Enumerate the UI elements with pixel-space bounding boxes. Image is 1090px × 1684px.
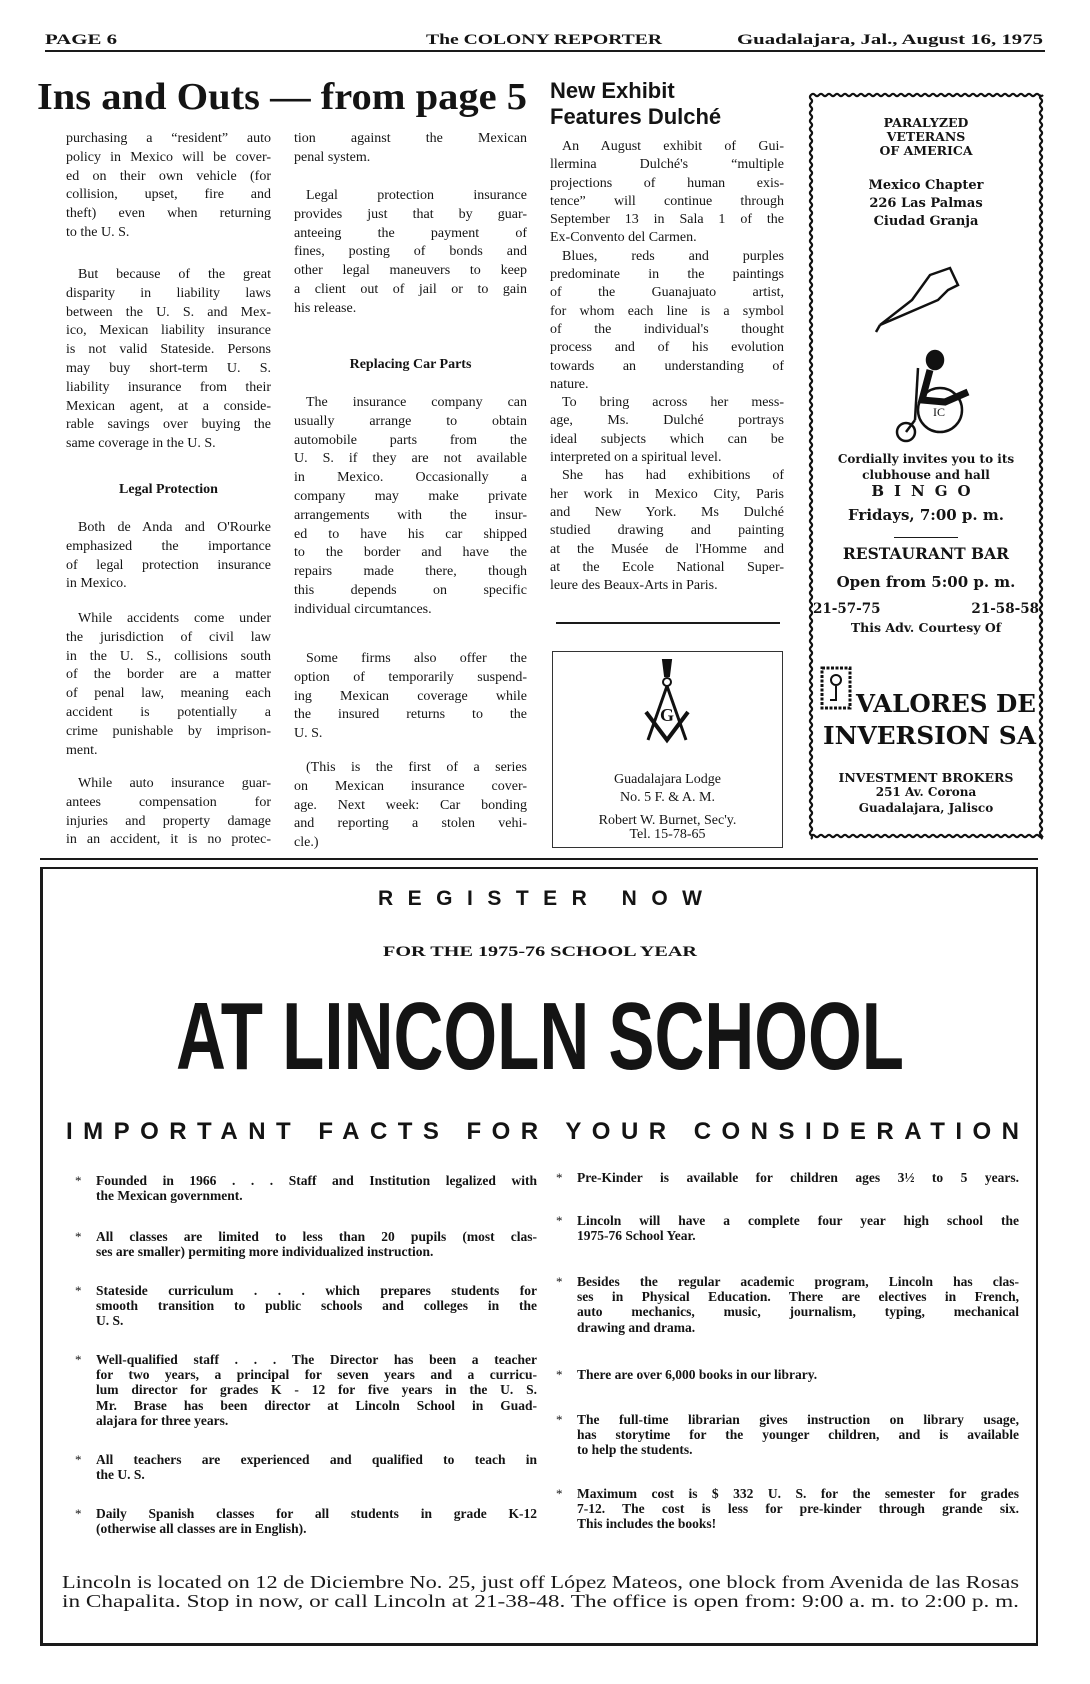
text-line: Daily Spanish classes for all students in grade K-12	[96, 1506, 537, 1521]
text-line: and New York. Ms Dulché	[550, 504, 784, 520]
asterisk-bullet-icon: *	[75, 1229, 82, 1244]
text-line: U. S.	[294, 726, 323, 742]
broker-address: 251 Av. Corona	[875, 785, 977, 799]
text-line: Mr. Brase has been director at Lincoln School in Guad-	[96, 1397, 537, 1413]
article-headline: Ins and Outs — from page 5	[37, 76, 527, 118]
lodge-secretary: Robert W. Burnet, Sec'y.	[598, 813, 737, 828]
asterisk-bullet-icon: *	[556, 1213, 563, 1228]
newspaper-name: The COLONY REPORTER	[426, 32, 663, 48]
paragraph	[294, 187, 527, 319]
fact-item	[556, 1274, 1019, 1335]
text-line: in Mexico. Occasionally a	[294, 470, 527, 486]
fact-item	[75, 1452, 537, 1483]
text-line: in an accident, it is no protec-	[66, 832, 271, 848]
text-line: alajara for three years.	[96, 1412, 229, 1428]
restaurant-label: RESTAURANT BAR	[842, 544, 1010, 563]
text-line: automobile parts from the	[294, 432, 527, 448]
facts-heading: IMPORTANT FACTS FOR YOUR CONSIDERATION	[66, 1118, 1019, 1145]
masonic-lodge-ad	[552, 651, 783, 848]
broker-title: INVESTMENT BROKERS	[838, 770, 1014, 785]
text-line: process and of his evolution	[550, 340, 784, 356]
text-line: tion against the Mexican	[294, 131, 527, 146]
paragraph	[550, 467, 784, 595]
text-line: liability insurance from their	[66, 379, 271, 395]
text-line: in Mexico.	[66, 576, 127, 592]
text-line: arrangements with the insur-	[294, 507, 527, 523]
text-line: ideal subjects which can be	[550, 431, 784, 447]
lodge-phone: Tel. 15-78-65	[629, 827, 706, 842]
text-line: This includes the books!	[577, 1516, 717, 1532]
text-line: penal system.	[294, 149, 371, 165]
text-line: An August exhibit of Gui-	[562, 139, 784, 154]
text-line: same coverage in the U. S.	[66, 436, 216, 452]
paragraph	[294, 759, 527, 853]
asterisk-bullet-icon: *	[556, 1170, 563, 1185]
lodge-number: No. 5 F. & A. M.	[620, 790, 715, 805]
text-line: disparity in liability laws	[66, 285, 271, 301]
text-line: her work in Mexico City, Paris	[550, 486, 784, 502]
bingo-time: Fridays, 7:00 p. m.	[848, 506, 1004, 524]
text-line: The insurance company can	[306, 395, 527, 410]
fact-item	[75, 1229, 537, 1260]
text-line: She has had exhibitions of	[562, 468, 784, 484]
paragraph	[294, 650, 527, 744]
text-line: antees compensation for	[66, 794, 271, 810]
asterisk-bullet-icon: *	[75, 1452, 82, 1467]
chapter-name: Mexico Chapter	[868, 178, 984, 193]
text-line: lum director for grades K - 12 for five years in the U. S.	[96, 1382, 537, 1398]
text-line: Mexican agent, at a conside-	[66, 398, 271, 414]
text-line: of penal law, meaning each	[66, 686, 271, 702]
text-line: this depends on specific	[294, 582, 527, 598]
fact-item	[75, 1173, 537, 1204]
text-line: U. S.	[96, 1313, 124, 1329]
phone-1: 21-57-75	[813, 601, 881, 617]
school-ad-border-right	[1036, 867, 1038, 1646]
text-line: may buy short-term U. S.	[66, 360, 271, 376]
asterisk-bullet-icon: *	[556, 1486, 563, 1501]
text-line: usually arrange to obtain	[294, 413, 527, 429]
paragraph	[66, 610, 271, 760]
text-line: towards an understanding of	[550, 358, 784, 374]
page-number: PAGE 6	[45, 32, 118, 48]
text-line: of legal protection insurance	[66, 557, 271, 573]
text-line: fines, posting of bonds and	[294, 244, 527, 260]
asterisk-bullet-icon: *	[556, 1367, 563, 1382]
text-line: drawing and drama.	[577, 1319, 696, 1335]
text-line: purchasing a “resident” auto	[66, 131, 271, 146]
fact-item	[75, 1283, 537, 1329]
text-line: individual circumtances.	[294, 601, 432, 617]
article-column-1	[66, 0, 271, 860]
text-line: option of temporarily suspend-	[294, 669, 527, 685]
org-name-line: VETERANS	[886, 129, 966, 144]
text-line: has storytime for the younger children, and is available	[577, 1427, 1019, 1443]
text-line: tence” will continue through	[550, 193, 784, 209]
text-line: crime punishable by imprison-	[66, 723, 271, 739]
text-line: But because of the great	[78, 267, 271, 282]
text-line: llermina Dulché's “multiple	[550, 157, 784, 173]
asterisk-bullet-icon: *	[75, 1283, 82, 1298]
svg-text:IC: IC	[933, 405, 945, 419]
paragraph	[66, 775, 271, 850]
text-line: ing Mexican coverage while	[294, 688, 527, 704]
text-line: cle.)	[294, 835, 319, 851]
invite-line: clubhouse and hall	[862, 468, 990, 482]
exhibit-headline-line-2: Features Dulché	[550, 104, 722, 129]
text-line: company may make private	[294, 488, 527, 504]
text-line: While auto insurance guar-	[78, 776, 271, 791]
fact-item	[556, 1170, 1019, 1185]
text-line: on Mexican insurance cover-	[294, 778, 527, 794]
text-line: There are over 6,000 books in our library.	[577, 1367, 818, 1382]
text-line: to help the students.	[577, 1442, 693, 1458]
text-line: Both de Anda and O'Rourke	[78, 520, 271, 535]
text-line: at the Musée de l'Homme and	[550, 541, 784, 557]
text-line: between the U. S. and Mex-	[66, 304, 271, 320]
text-line: of the individual's thought	[550, 321, 784, 337]
exhibit-headline-line-1: New Exhibit	[550, 78, 675, 103]
text-line: September 13 in Sala 1 of the	[550, 212, 784, 228]
chapter-address: 226 Las Palmas	[869, 196, 983, 211]
text-line: interpreted on a spiritual level.	[550, 450, 722, 466]
text-line: leure des Beaux-Arts in Paris.	[550, 578, 718, 594]
text-line: rable savings over buying the	[66, 417, 271, 433]
paragraph	[294, 130, 527, 168]
text-line: provides just that by guar-	[294, 206, 527, 222]
text-line: other legal maneuvers to keep	[294, 263, 527, 279]
text-line: theft) even when returning	[66, 206, 271, 222]
text-line: ed to have his car shipped	[294, 526, 527, 542]
text-line: for whom each line is a symbol	[550, 303, 784, 319]
text-line: Blues, reds and purples	[562, 248, 784, 264]
text-line: and reporting a stolen vehi-	[294, 816, 527, 832]
dateline: Guadalajara, Jal., August 16, 1975	[737, 32, 1043, 48]
asterisk-bullet-icon: *	[75, 1173, 82, 1188]
fact-item	[556, 1367, 1019, 1382]
text-line: the U. S.	[96, 1467, 145, 1483]
paragraph	[66, 266, 271, 454]
logo-line-2: INVERSION SA	[823, 721, 1037, 750]
text-line: his release.	[294, 300, 357, 316]
text-line: for two years, a principal for seven years and a curricu-	[96, 1367, 537, 1383]
fact-item	[75, 1506, 537, 1537]
invite-line: Cordially invites you to its	[837, 452, 1015, 466]
text-line: repairs made there, though	[294, 564, 527, 580]
school-title: AT LINCOLN SCHOOL	[176, 983, 904, 1090]
fact-item	[556, 1486, 1019, 1532]
emblem-letter: G	[660, 705, 675, 725]
text-line: emphasized the importance	[66, 538, 271, 554]
text-line: nature.	[550, 376, 589, 392]
text-line: Besides the regular academic program, Lincoln has clas-	[577, 1274, 1019, 1289]
bingo-label: BINGO	[871, 482, 981, 500]
text-line: ses in Physical Education. There are electives in French,	[577, 1289, 1019, 1305]
text-line: age, Ms. Dulché portrays	[550, 413, 784, 429]
text-line: the Mexican government.	[96, 1188, 243, 1204]
text-line: injuries and property damage	[66, 813, 271, 829]
text-line: of the border are a matter	[66, 667, 271, 683]
exhibit-headline	[550, 78, 790, 130]
text-line: anteeing the payment of	[294, 225, 527, 241]
text-line: projections of human exis-	[550, 175, 784, 191]
register-now-heading: REGISTER NOW	[378, 887, 702, 910]
text-line: to the U. S.	[66, 224, 130, 240]
fact-item	[556, 1213, 1019, 1244]
logo-line-1: VALORES DE	[854, 689, 1036, 718]
open-hours: Open from 5:00 p. m.	[836, 573, 1016, 591]
text-line: studied drawing and painting	[550, 523, 784, 539]
text-line: at the Ecole National Super-	[550, 559, 784, 575]
text-line: (This is the first of a series	[306, 760, 527, 775]
text-line: smooth transition to public schools and colleges in the	[96, 1298, 537, 1314]
broker-city: Guadalajara, Jalisco	[858, 801, 994, 815]
text-line: collision, upset, fire and	[66, 187, 271, 203]
chapter-city: Ciudad Granja	[873, 214, 979, 229]
paragraph	[66, 519, 271, 594]
text-line: to the border and have the	[294, 545, 527, 561]
school-ad-border-left	[40, 867, 43, 1646]
subheading-legal-protection: Legal Protection	[119, 482, 218, 497]
courtesy-line: This Adv. Courtesy Of	[850, 620, 1002, 635]
school-ad-border-top	[40, 867, 1038, 869]
text-line: 7-12. The cost is less for pre-kinder through grande six.	[577, 1501, 1019, 1517]
text-line: Pre-Kinder is available for children ages 3½ to 5 years.	[577, 1170, 1019, 1185]
org-name-line: OF AMERICA	[879, 143, 973, 158]
fact-item	[556, 1412, 1019, 1458]
text-line: To bring across her mess-	[562, 395, 784, 411]
text-line: of the Guanajuato artist,	[550, 285, 784, 301]
exhibit-article-column	[550, 138, 784, 595]
paralyzed-veterans-ad	[809, 94, 1043, 836]
subheading-replacing-car-parts: Replacing Car Parts	[349, 357, 472, 372]
text-line: ico, Mexican liability insurance	[66, 323, 271, 339]
text-line: Stateside curriculum . . . which prepares students for	[96, 1283, 537, 1298]
asterisk-bullet-icon: *	[556, 1412, 563, 1427]
text-line: U. S. if they are not available	[294, 451, 527, 467]
text-line: accident is potentially a	[66, 704, 271, 720]
text-line: the jurisdiction of civil law	[66, 629, 271, 645]
asterisk-bullet-icon: *	[75, 1506, 82, 1521]
text-line: predominate in the paintings	[550, 267, 784, 283]
school-footer-line-2: in Chapalita. Stop in now, or call Lincoln at 21-38-48. The office is open from: 9:00 a. m. to 2:00 p. m.	[62, 1591, 1019, 1611]
text-line: auto mechanics, music, journalism, typing, mechanical	[577, 1304, 1019, 1320]
paragraph	[294, 394, 527, 620]
text-line: ed on their own vehicle (for	[66, 168, 271, 184]
text-line: age. Next week: Car bonding	[294, 797, 527, 813]
article-column-2	[294, 0, 527, 860]
text-line: Ex-Convento del Carmen.	[550, 230, 697, 246]
text-line: The full-time librarian gives instruction on library usage,	[577, 1412, 1019, 1427]
paragraph	[550, 138, 784, 248]
text-line: Founded in 1966 . . . Staff and Institution legalized with	[96, 1173, 537, 1188]
text-line: Some firms also offer the	[306, 651, 527, 666]
text-line: the insured returns to the	[294, 707, 527, 723]
text-line: ment.	[66, 742, 98, 758]
text-line: Lincoln will have a complete four year high school the	[577, 1213, 1019, 1228]
ad-divider	[894, 537, 958, 538]
text-line: policy in Mexico will be cover-	[66, 149, 271, 165]
asterisk-bullet-icon: *	[75, 1352, 82, 1367]
school-year-line: FOR THE 1975-76 SCHOOL YEAR	[383, 944, 698, 960]
asterisk-bullet-icon: *	[556, 1274, 563, 1289]
text-line: in the U. S., collisions south	[66, 648, 271, 664]
school-ad-border-bottom	[40, 1643, 1038, 1646]
lodge-name: Guadalajara Lodge	[614, 772, 721, 787]
text-line: All teachers are experienced and qualified to teach in	[96, 1452, 537, 1467]
fact-item	[75, 1352, 537, 1428]
phone-2: 21-58-58	[971, 601, 1039, 617]
text-line: (otherwise all classes are in English).	[96, 1521, 307, 1537]
lodge-top-rule	[556, 622, 780, 624]
text-line: Maximum cost is $ 332 U. S. for the semester for grades	[577, 1486, 1019, 1501]
paragraph	[550, 248, 784, 394]
text-line: All classes are limited to less than 20 pupils (most clas-	[96, 1229, 537, 1244]
text-line: 1975-76 School Year.	[577, 1228, 696, 1244]
text-line: is not valid Stateside. Persons	[66, 342, 271, 358]
text-line: a client out of jail or to gain	[294, 281, 527, 297]
paragraph	[550, 394, 784, 467]
paragraph	[66, 130, 271, 243]
text-line: Legal protection insurance	[306, 188, 527, 203]
org-name-line: PARALYZED	[883, 115, 969, 130]
text-line: While accidents come under	[78, 611, 271, 626]
text-line: ses are smaller) permiting more individualized instruction.	[96, 1244, 434, 1260]
text-line: Well-qualified staff . . . The Director has been a teacher	[96, 1352, 537, 1367]
school-footer-line-1: Lincoln is located on 12 de Diciembre No. 25, just off López Mateos, one block from Avenida de las Rosas	[62, 1572, 1019, 1592]
